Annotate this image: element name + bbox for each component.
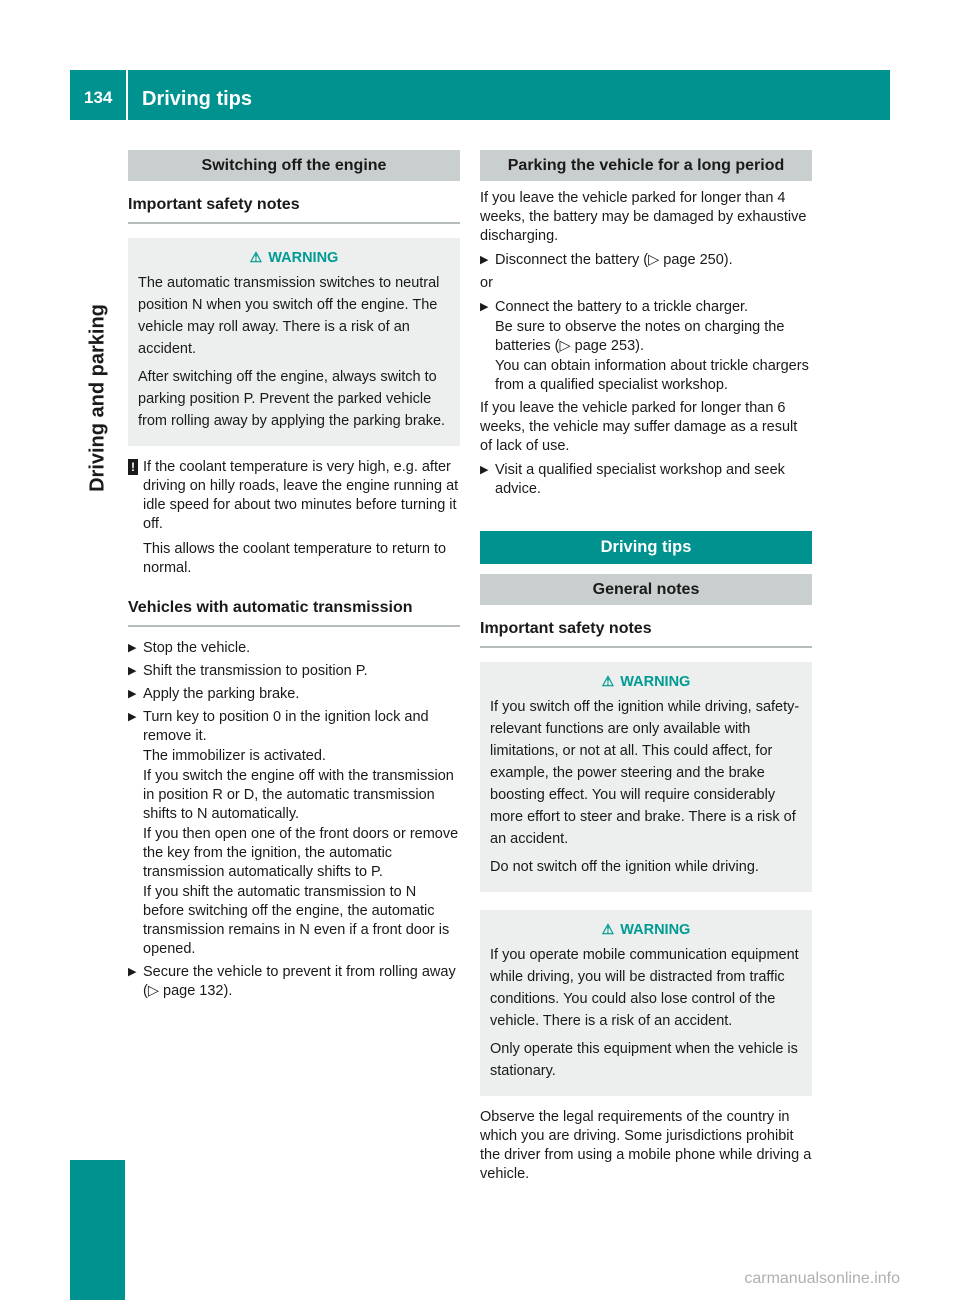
step-arrow-icon: ▶ — [128, 688, 137, 700]
paragraph: If you leave the vehicle parked for longer than 6 weeks, the vehicle may suffer damage as a result of lack of use. — [480, 400, 798, 454]
or-text: or — [480, 275, 493, 291]
side-section-label: Driving and parking — [86, 304, 109, 492]
header-divider — [126, 70, 128, 120]
right-column — [480, 150, 812, 1189]
step-detail: If you shift the automatic transmission to N before switching off the engine, the automatic transmission remains in N even if a front door is opened. — [143, 884, 450, 957]
step-arrow-icon: ▶ — [128, 665, 137, 677]
step-arrow-icon: ▶ — [480, 254, 489, 266]
warning-text: The automatic transmission switches to neutral position N when you switch off the engine. The vehicle may roll away. There is a risk of an accident. — [138, 275, 440, 357]
warning-title: ⚠ WARNING — [601, 673, 691, 690]
side-tab-block — [70, 1160, 125, 1300]
step-detail: The immobilizer is activated. — [143, 748, 326, 764]
warning-text: After switching off the engine, always switch to parking position P. Prevent the parked vehicle from rolling away by applying the parking brake. — [138, 369, 446, 429]
section-banner-driving-tips: Driving tips — [480, 531, 812, 564]
caution-note-followup — [128, 540, 460, 578]
warning-box-transmission — [128, 238, 460, 446]
subheading-safety-notes-right: Important safety notes — [480, 615, 812, 648]
step-detail: If you then open one of the front doors or remove the key from the ignition, the automatic transmission automatically shifts to P. — [143, 826, 459, 880]
step-item: ▶ Turn key to position 0 in the ignition lock and remove it. The immobilizer is activated. If you switch the engine off with the transmission in position R or D, the automatic transmission shifts to N automatically. If you then open one of the front doors or remove the key from the ignition, the automatic transmission automatically shifts to P. If you shift the automatic transmission to N before switching off the engine, the automatic transmission remains in N even if a front door is opened. — [128, 709, 459, 957]
step-item: ▶ Stop the vehicle. — [128, 640, 251, 656]
subheading-automatic-transmission: Vehicles with automatic transmission — [128, 594, 460, 627]
left-column — [128, 150, 460, 1005]
step-item: ▶ Connect the battery to a trickle charger. Be sure to observe the notes on charging the batteries (▷ page 253). You can obtain information about trickle chargers from a qualified specialist workshop. — [480, 298, 812, 395]
warning-title: ⚠ WARNING — [601, 921, 691, 938]
step-item: ▶ Disconnect the battery (▷ page 250). — [480, 252, 733, 268]
step-item: ▶ Apply the parking brake. — [128, 686, 300, 702]
section-heading-long-period: Parking the vehicle for a long period — [480, 150, 812, 181]
warning-triangle-icon: ⚠ — [249, 249, 263, 265]
warning-text: Only operate this equipment when the vehicle is stationary. — [490, 1041, 798, 1079]
warning-text: If you operate mobile communication equipment while driving, you will be distracted from traffic conditions. You could also lose control of the vehicle. There is a risk of an accident. — [490, 947, 799, 1029]
step-arrow-icon: ▶ — [128, 711, 137, 723]
warning-text: If you switch off the ignition while driving, safety-relevant functions are only available with limitations, or not at all. This could affect, for example, the power steering and the brake boosting effect. You will require considerably more effort to steer and brake. There is a risk of an accident. — [490, 699, 800, 847]
warning-triangle-icon: ⚠ — [601, 673, 615, 689]
paragraph: If you leave the vehicle parked for longer than 4 weeks, the battery may be damaged by exhaustive discharging. — [480, 190, 807, 244]
step-detail: If you switch the engine off with the transmission in position R or D, the automatic transmission shifts to N automatically. — [143, 768, 454, 822]
step-arrow-icon: ▶ — [480, 301, 489, 313]
warning-text: Do not switch off the ignition while driving. — [490, 859, 759, 875]
page-header — [70, 70, 890, 120]
paragraph: Observe the legal requirements of the country in which you are driving. Some jurisdictions prohibit the driver from using a mobile phone while driving a vehicle. — [480, 1109, 812, 1182]
section-heading-switching-off: Switching off the engine — [128, 150, 460, 181]
step-item: ▶ Visit a qualified specialist workshop and seek advice. — [480, 462, 785, 497]
note-text: This allows the coolant temperature to return to normal. — [143, 541, 447, 576]
warning-box-ignition — [480, 662, 812, 892]
step-arrow-icon: ▶ — [128, 642, 137, 654]
step-detail: Be sure to observe the notes on charging the batteries (▷ page 253). — [495, 319, 785, 354]
subheading-safety-notes: Important safety notes — [128, 191, 460, 224]
caution-note — [128, 458, 460, 534]
page-number: 134 — [84, 88, 113, 107]
warning-box-mobile — [480, 910, 812, 1096]
step-arrow-icon: ▶ — [128, 966, 137, 978]
watermark: carmanualsonline.info — [744, 1270, 900, 1287]
page-title: Driving tips — [142, 88, 253, 110]
exclamation-icon: ! — [128, 459, 138, 475]
step-item: ▶ Shift the transmission to position P. — [128, 663, 368, 679]
step-item: ▶ Secure the vehicle to prevent it from rolling away (▷ page 132). — [128, 964, 456, 999]
section-heading-general-notes: General notes — [480, 574, 812, 605]
step-arrow-icon: ▶ — [480, 464, 489, 476]
warning-triangle-icon: ⚠ — [601, 921, 615, 937]
step-detail: You can obtain information about trickle chargers from a qualified specialist workshop. — [495, 358, 809, 393]
note-text: If the coolant temperature is very high, e.g. after driving on hilly roads, leave the engine running at idle speed for about two minutes before turning it off. — [143, 459, 459, 532]
warning-title: ⚠ WARNING — [249, 249, 339, 266]
